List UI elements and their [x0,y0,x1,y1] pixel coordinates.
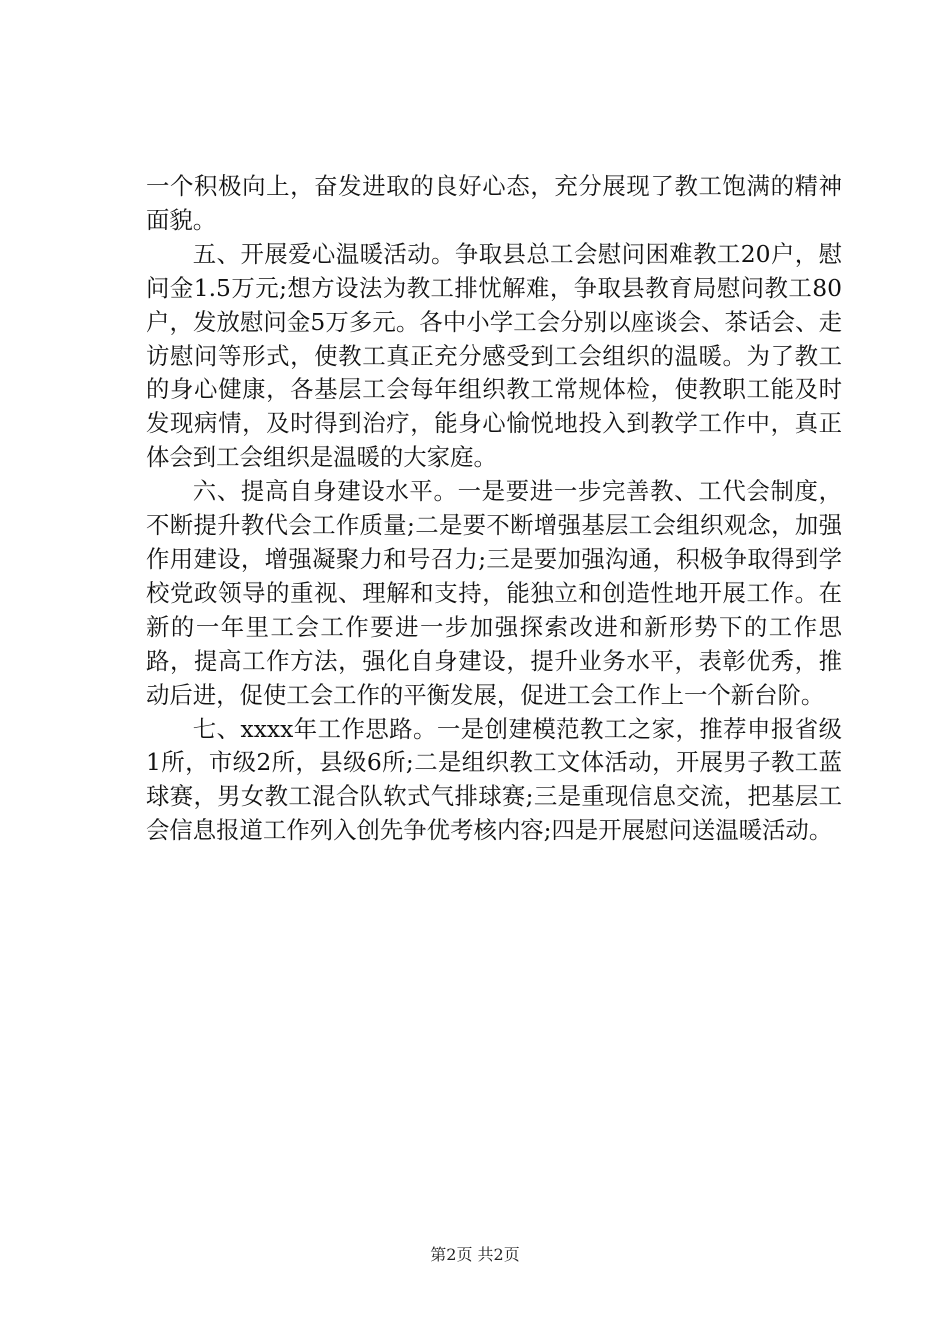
paragraph-section-six: 六、提高自身建设水平。一是要进一步完善教、工代会制度，不断提升教代会工作质量;二是要不断增强基层工会组织观念，加强作用建设，增强凝聚力和号召力;三是要加强沟通，积极争取得到学校党政领导的重视、理解和支持，能独立和创造性地开展工作。在新的一年里工会工作要进一步加强探索改进和新形势下的工作思路，提高工作方法，强化自身建设，提升业务水平，表彰优秀，推动后进，促使工会工作的平衡发展，促进工会工作上一个新台阶。 [146,477,842,709]
paragraph-section-five: 五、开展爱心温暖活动。争取县总工会慰问困难教工20户，慰问金1.5万元;想方设法为教工排忧解难，争取县教育局慰问教工80户，发放慰问金5万多元。各中小学工会分别以座谈会、茶话会、走访慰问等形式，使教工真正充分感受到工会组织的温暖。为了教工的身心健康，各基层工会每年组织教工常规体检，使教职工能及时发现病情，及时得到治疗，能身心愉悦地投入到教学工作中，真正体会到工会组织是温暖的大家庭。 [146,239,842,472]
page-number-footer: 第2页 共2页 [430,1245,520,1264]
paragraph-continuation: 一个积极向上，奋发进取的良好心态，充分展现了教工饱满的精神面貌。 [146,172,842,234]
paragraph-section-seven: 七、xxxx年工作思路。一是创建模范教工之家，推荐申报省级1所，市级2所，县级6所;二是组织教工文体活动，开展男子教工蓝球赛，男女教工混合队软式气排球赛;三是重现信息交流，把基层工会信息报道工作列入创先争优考核内容;四是开展慰问送温暖活动。 [146,714,842,845]
document-body [146,170,842,848]
